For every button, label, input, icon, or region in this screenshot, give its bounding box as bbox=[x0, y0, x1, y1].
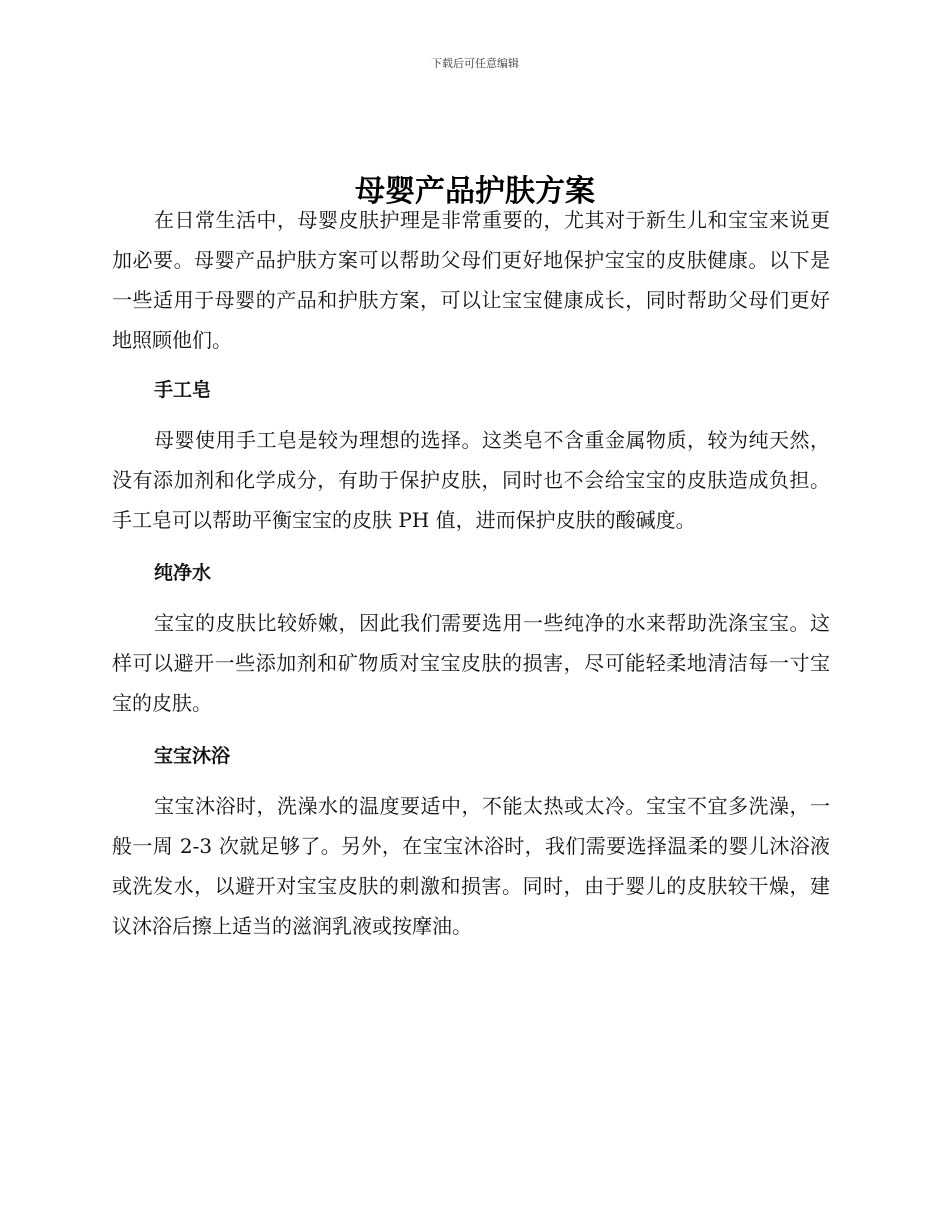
intro-paragraph: 在日常生活中，母婴皮肤护理是非常重要的，尤其对于新生儿和宝宝来说更加必要。母婴产品护肤方案可以帮助父母们更好地保护宝宝的皮肤健康。以下是一些适用于母婴的产品和护肤方案，可以让宝宝健康成长，同时帮助父母们更好地照顾他们。 bbox=[112, 208, 830, 352]
section-body-baby-bath: 宝宝沐浴时，洗澡水的温度要适中，不能太热或太冷。宝宝不宜多洗澡，一般一周 2-3 次就足够了。另外，在宝宝沐浴时，我们需要选择温柔的婴儿沐浴液或洗发水，以避开对宝宝皮肤的刺激和损害。同时，由于婴儿的皮肤较干燥，建议沐浴后擦上适当的滋润乳液或按摩油。 bbox=[112, 794, 830, 938]
section-heading-handmade-soap: 手工皂 bbox=[154, 379, 212, 401]
section-body-handmade-soap: 母婴使用手工皂是较为理想的选择。这类皂不含重金属物质，较为纯天然，没有添加剂和化学成分，有助于保护皮肤，同时也不会给宝宝的皮肤造成负担。手工皂可以帮助平衡宝宝的皮肤 PH 值，进而保护皮肤的酸碱度。 bbox=[112, 428, 830, 532]
section-body-pure-water: 宝宝的皮肤比较娇嫩，因此我们需要选用一些纯净的水来帮助洗涤宝宝。这样可以避开一些添加剂和矿物质对宝宝皮肤的损害，尽可能轻柔地清洁每一寸宝宝的皮肤。 bbox=[112, 611, 830, 715]
document-body bbox=[112, 200, 830, 946]
section-heading-pure-water: 纯净水 bbox=[154, 562, 212, 584]
document-title: 母婴产品护肤方案 bbox=[355, 174, 595, 210]
section-heading-baby-bath: 宝宝沐浴 bbox=[154, 745, 231, 767]
header-note: 下载后可任意编辑 bbox=[431, 57, 519, 70]
